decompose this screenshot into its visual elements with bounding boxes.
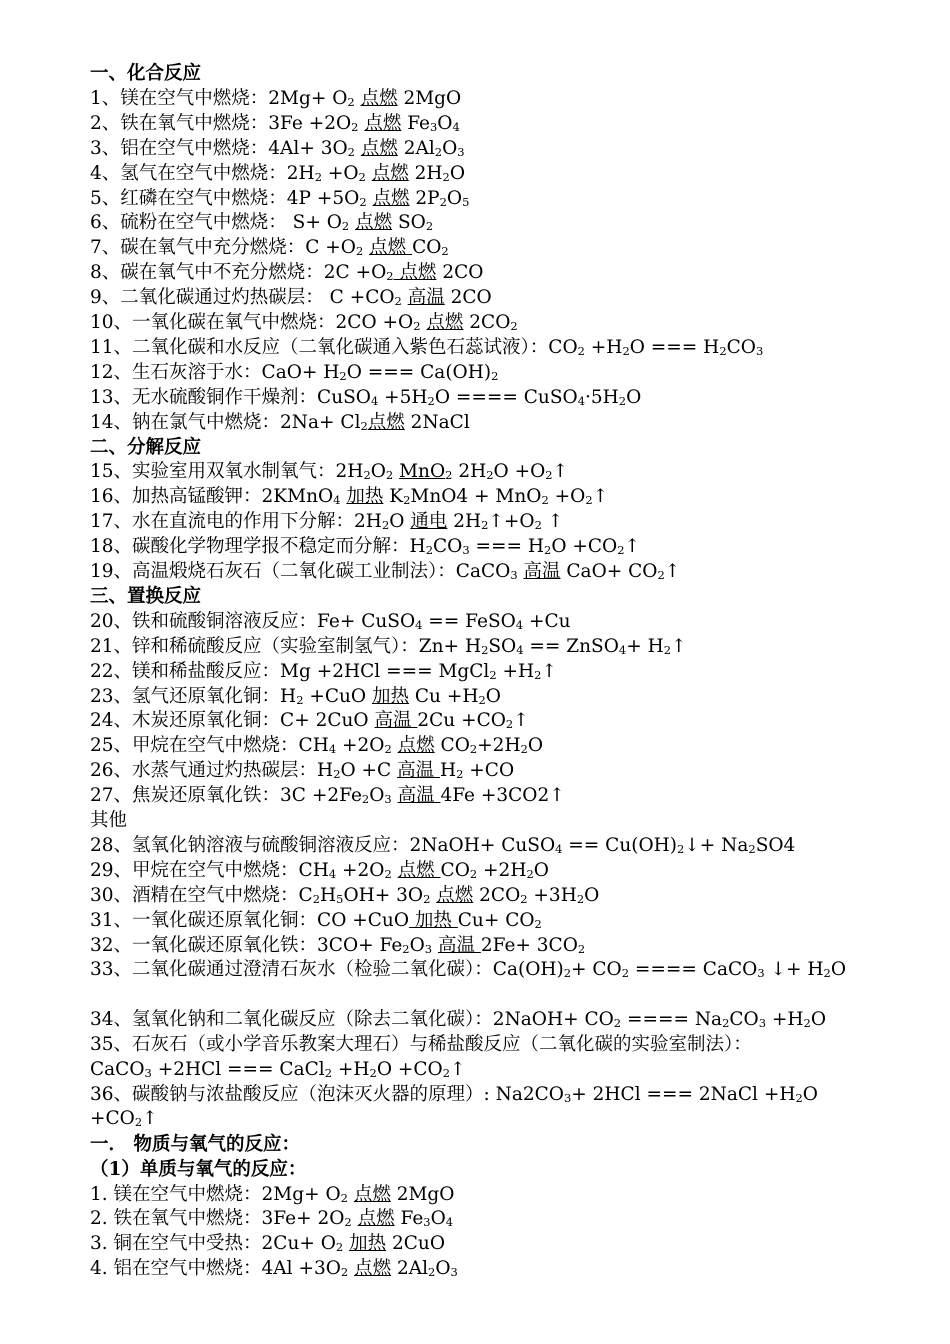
equation-line: 21、锌和稀硫酸反应（实验室制氢气）：$Zn+ H_2SO_4$ == ZnSO$_4$+ $H_2↑$ (90, 635, 687, 657)
equation-line: 22、镁和稀盐酸反应：Mg +2HCl === MgCl$_2$ $+H_2↑$ (90, 660, 557, 682)
equation-line: 1、镁在空气中燃烧：$2Mg+ O_2$ 点燃 2MgO (90, 87, 462, 109)
equation-line: 4. 铝在空气中燃烧：$4Al +3O_2$ 点燃 $2Al_2O_3$ (90, 1258, 458, 1280)
equation-line: 6、硫粉在空气中燃烧： $S+ O_2$ 点燃 $SO_2$ (90, 212, 434, 234)
equation-line: 8、碳在氧气中不充分燃烧：$2C +O_2$ 点燃 2CO (90, 262, 484, 284)
equation-line: 36、碳酸钠与浓盐酸反应（泡沫灭火器的原理）: $Na2CO_3+ 2HCl$ === 2NaCl $+H_2O$ $+CO_2↑$ (90, 1083, 818, 1129)
section-heading: 二、分解反应 (90, 436, 202, 458)
reaction-condition: 点燃 (354, 1258, 392, 1280)
equation-line: 12、生石灰溶于水：$CaO+ H_2O$ === $Ca(OH)_2$ (90, 361, 499, 383)
equation-line: 23、氢气还原氧化铜：$H_2 +CuO$ 加热 $Cu +H_2O$ (90, 685, 501, 707)
reaction-condition: 加热 (408, 909, 458, 931)
reaction-condition: 点燃 (360, 137, 398, 159)
equation-line: 24、木炭还原氧化铜：C+ 2CuO 高温 $2Cu +CO_2↑$ (90, 710, 529, 732)
equation-line: 34、氢氧化钠和二氧化碳反应（除去二氧化碳）：2NaOH+ $CO_2$ ==== $Na_2CO_3 +H_2O$ (90, 1009, 826, 1031)
equation-line: 9、二氧化碳通过灼热碳层： $C +CO_2$ 高温 2CO (90, 287, 492, 309)
reaction-condition: 点燃 (397, 859, 441, 881)
reaction-condition: 点燃 (367, 411, 405, 433)
equation-line: 其他 (90, 810, 128, 831)
reaction-condition: 加热 (346, 486, 384, 508)
reaction-condition: 高温 (374, 710, 418, 732)
equation-line: 17、水在直流电的作用下分解：$2H_2O$ 通电 $2H_2↑+O_2$ ↑ (90, 511, 564, 533)
reaction-condition: 点燃 (369, 237, 413, 259)
reaction-condition: 高温 (437, 934, 481, 956)
reaction-condition: 点燃 (355, 212, 393, 234)
equation-line: 2. 铁在氧气中燃烧：$3Fe+ 2O_2$ 点燃 $Fe_3O_4$ (90, 1208, 454, 1230)
reaction-condition: 高温 (397, 785, 441, 807)
reaction-condition: 高温 (523, 561, 561, 582)
equation-line: 13、无水硫酸铜作干燥剂：CuSO$_4$ $+5H_2O$ ==== $CuSO_4\cdot 5H_2O$ (90, 386, 642, 408)
reaction-condition: 点燃 (353, 1183, 391, 1205)
equation-line: 32、一氧化碳还原氧化铁：$3CO+ Fe_2O_3$ 高温 $2Fe+ 3CO_2$ (90, 934, 586, 956)
equation-line: 33、二氧化碳通过澄清石灰水（检验二氧化碳）：$Ca(OH)_2+ CO_2$ ==== CaCO$_3$ ↓+ $H_2O$ (90, 959, 846, 981)
equation-line: 29、甲烷在空气中燃烧：$CH_4 +2O_2$ 点燃 $CO_2 +2H_2O$ (90, 859, 549, 881)
reaction-condition: 点燃 (371, 162, 409, 184)
reaction-condition: 高温 (407, 287, 445, 309)
reaction-condition: 加热 (349, 1233, 387, 1255)
reaction-condition: 点燃 (426, 312, 464, 333)
equation-line: 25、甲烷在空气中燃烧：$CH_4 +2O_2$ 点燃 $CO_2+2H_2O$ (90, 735, 544, 757)
reaction-condition: 点燃 (436, 884, 474, 906)
reaction-condition: 点燃 (393, 262, 437, 284)
equation-line: 7、碳在氧气中充分燃烧：$C +O_2$ 点燃 $CO_2$ (90, 237, 449, 259)
reaction-condition: MnO$_2$ (399, 461, 453, 483)
equation-line: 20、铁和硫酸铜溶液反应：Fe+ CuSO$_4$ == FeSO$_4$ +Cu (90, 610, 571, 632)
equation-line: 1. 镁在空气中燃烧：$2Mg+ O_2$ 点燃 2MgO (90, 1183, 455, 1205)
reaction-condition: 点燃 (360, 87, 398, 109)
section-heading: （1）单质与氧气的反应： (90, 1158, 307, 1180)
equation-line: 14、钠在氯气中燃烧：$2Na+ Cl_2$点燃 2NaCl (90, 411, 470, 433)
equation-line: 10、一氧化碳在氧气中燃烧：$2CO +O_2$ 点燃 $2CO_2$ (90, 312, 518, 334)
equation-line: 35、石灰石（或小学音乐教案大理石）与稀盐酸反应（二氧化碳的实验室制法）： (90, 1034, 752, 1056)
section-heading: 三、置换反应 (90, 585, 202, 607)
section-heading: 一． 物质与氧气的反应： (90, 1133, 300, 1155)
equation-line: 30、酒精在空气中燃烧：$C_2H_5OH+ 3O_2$ 点燃 $2CO_2 +3H_2O$ (90, 884, 600, 906)
equation-line: 3、铝在空气中燃烧：$4Al+ 3O_2$ 点燃 $2Al_2O_3$ (90, 137, 465, 159)
equation-line: 3. 铜在空气中受热：$2Cu+ O_2$ 加热 2CuO (90, 1233, 446, 1255)
reaction-condition: 点燃 (397, 735, 435, 757)
equation-line: 16、加热高锰酸钾：2KMnO$_4$ 加热 $K_2MnO4 + MnO_2$ $+O_2↑$ (90, 486, 609, 508)
equation-line: CaCO$_3$ +2HCl === CaCl$_2$ $+H_2O$ $+CO_2↑$ (90, 1059, 466, 1081)
equation-line: 2、铁在氧气中燃烧：$3Fe +2O_2$ 点燃 $Fe_3O_4$ (90, 112, 460, 134)
reaction-condition: 点燃 (372, 187, 410, 209)
equation-line: 5、红磷在空气中燃烧：$4P +5O_2$ 点燃 $2P_2O_5$ (90, 187, 470, 209)
reaction-condition: 通电 (410, 511, 448, 533)
reaction-condition: 高温 (397, 760, 440, 782)
reaction-condition: 点燃 (364, 112, 402, 134)
equation-line: 31、一氧化碳还原氧化铜：CO +CuO 加热 $Cu+ CO_2$ (90, 909, 542, 931)
reaction-condition: 加热 (371, 685, 409, 707)
equation-line: 28、氢氧化钠溶液与硫酸铜溶液反应：2NaOH+ CuSO$_4$ == $Cu(OH)_2↓+ Na_2SO4$ (90, 834, 796, 856)
equation-line: 26、水蒸气通过灼热碳层：$H_2O +C$ 高温 $H_2 +CO$ (90, 760, 515, 782)
equation-line: 27、焦炭还原氧化铁：$3C +2Fe_2O_3$ 高温 4Fe +3CO2↑ (90, 785, 565, 807)
equation-line: 11、二氧化碳和水反应（二氧化碳通入紫色石蕊试液）：$CO_2 +H_2O$ === $H_2CO_3$ (90, 336, 764, 358)
equation-line: 4、氢气在空气中燃烧：$2H_2 +O_2$ 点燃 $2H_2O$ (90, 162, 466, 184)
equation-line: 15、实验室用双氧水制氧气：$2H_2O_2$ MnO$_2$ $2H_2O$ $+O_2↑$ (90, 461, 569, 483)
reaction-condition: 点燃 (357, 1208, 395, 1230)
equation-line: 19、高温煅烧石灰石（二氧化碳工业制法）：CaCO$_3$ 高温 $CaO+ CO_2↑$ (90, 561, 681, 583)
section-heading: 一、化合反应 (90, 63, 202, 84)
equation-line: 18、碳酸化学物理学报不稳定而分解：$H_2CO_3$ === $H_2O$ $+CO_2↑$ (90, 536, 640, 558)
